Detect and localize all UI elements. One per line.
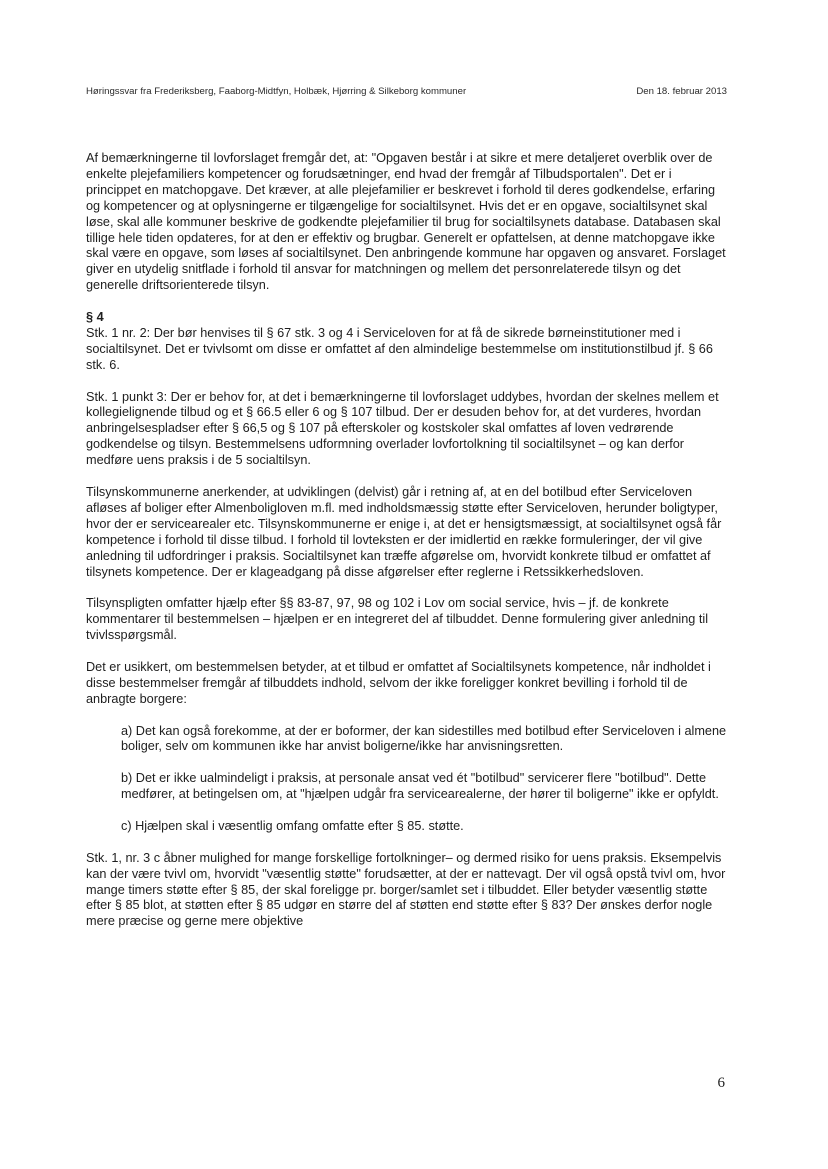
paragraph-stk1-nr2: Stk. 1 nr. 2: Der bør henvises til § 67 stk. 3 og 4 i Serviceloven for at få de sikrede børneinstitutioner med i socialtilsynet. Det er tvivlsomt om disse er omfattet af den almindelige bestemmelse om institutionstilbud jf. § 66 stk. 6. xyxy=(86,325,713,372)
document-body xyxy=(86,151,730,930)
list-item-c: c) Hjælpen skal i væsentlig omfang omfatte efter § 85. støtte. xyxy=(121,818,464,833)
section-heading: § 4 xyxy=(86,310,104,325)
page-number: 6 xyxy=(717,1075,725,1091)
paragraph-tilsynspligten: Tilsynspligten omfatter hjælp efter §§ 83-87, 97, 98 og 102 i Lov om social service, hvis – jf. de konkrete kommentarer til bestemmelsen – hjælpen er en integreret del af tilbuddet. Denne formulering giver anledning til tvivlsspørgsmål. xyxy=(86,596,709,643)
paragraph-usikkert: Det er usikkert, om bestemmelsen betyder, at et tilbud er omfattet af Socialtilsynets kompetence, når indholdet i disse bestemmelser fremgår af tilbuddets indhold, selvom der ikke foreligger konkret bevilling i forhold til de anbragte borgere: xyxy=(86,659,711,706)
list-item-a: a) Det kan også forekomme, at der er boformer, der kan sidestilles med botilbud efter Serviceloven i almene boliger, selv om kommunen ikke har anvist boligerne/ikke har anvisningsretten. xyxy=(121,723,727,754)
header-title: Høringssvar fra Frederiksberg, Faaborg-Midtfyn, Holbæk, Hjørring & Silkeborg kommuner xyxy=(86,86,467,97)
list-item-b: b) Det er ikke ualmindeligt i praksis, at personale ansat ved ét "botilbud" servicerer flere "botilbud". Dette medfører, at betingelsen om, at "hjælpen udgår fra servicearealerne, der hører til boligerne" ikke er opfyldt. xyxy=(121,771,719,802)
paragraph-stk1-punkt3: Stk. 1 punkt 3: Der er behov for, at det i bemærkningerne til lovforslaget uddybes, hvordan der skelnes mellem et kollegielignende tilbud og et § 66.5 eller 6 og § 107 tilbud. Der er desuden behov for, at det vurderes, hvordan anbringelsespladser efter § 66,5 og § 107 på efterskoler og kostskoler skal omfattes af loven vedrørende godkendelse og tilsyn. Bestemmelsens udformning overlader lovfortolkning til socialtilsynet – og kan derfor medføre uens praksis i de 5 socialtilsyn. xyxy=(86,389,719,468)
paragraph-tilsynskommunerne: Tilsynskommunerne anerkender, at udviklingen (delvist) går i retning af, at en del botilbud efter Serviceloven afløses af boliger efter Almenboligloven m.fl. med indholdsmæssig støtte efter Serviceloven, herunder boligtyper, hvor der er servicearealer etc. Tilsynskommunerne er enige i, at det er hensigtsmæssigt, at socialtilsynet også får kompetence i forhold til disse tilbud. I forhold til lovteksten er der imidlertid en række formuleringer, der vil give anledning til udfordringer i praksis. Socialtilsynet kan træffe afgørelse om, hvorvidt konkrete tilbud er omfattet af tilsynets kompetence. Der er klageadgang på disse afgørelser efter reglerne i Retssikkerhedsloven. xyxy=(86,484,722,579)
paragraph-stk1-nr3c: Stk. 1, nr. 3 c åbner mulighed for mange forskellige fortolkninger– og dermed risiko for uens praksis. Eksempelvis kan der være tvivl om, hvorvidt "væsentlig støtte" forudsætter, at der er nattevagt. Der vil også opstå tvivl om, hvor mange timers støtte efter § 85, der skal foreligge pr. borger/samlet set i tilbuddet. Eller betyder væsentlig støtte efter § 85 blot, at støtten efter § 85 udgør en større del af støtten end støtte efter § 83? Der ønskes derfor nogle mere præcise og gerne mere objektive xyxy=(86,850,726,929)
paragraph-matchopgave: Af bemærkningerne til lovforslaget fremgår det, at: "Opgaven består i at sikre et mere detaljeret overblik over de enkelte plejefamiliers kompetencer og forudsætninger, end hvad der fremgår af Tilbudsportalen". Det er i princippet en matchopgave. Det kræver, at alle plejefamilier er beskrevet i forhold til deres godkendelse, erfaring og kompetencer og at oplysningerne er tilgængelige for socialtilsynet. Hvis det er en opgave, socialtilsynet skal løse, skal alle kommuner beskrive de godkendte plejefamilier til brug for socialtilsynets database. Databasen skal tillige hele tiden opdateres, for at den er effektiv og brugbar. Generelt er opfattelsen, at denne matchopgave ikke skal være en opgave, som løses af socialtilsynet. Den anbringende kommune har opgaven og ansvaret. Forslaget giver en utydelig snitflade i forhold til ansvar for matchningen og mellem det personrelaterede tilsyn og det generelle driftsorienterede tilsyn. xyxy=(86,151,726,293)
header-date: Den 18. februar 2013 xyxy=(636,86,727,97)
